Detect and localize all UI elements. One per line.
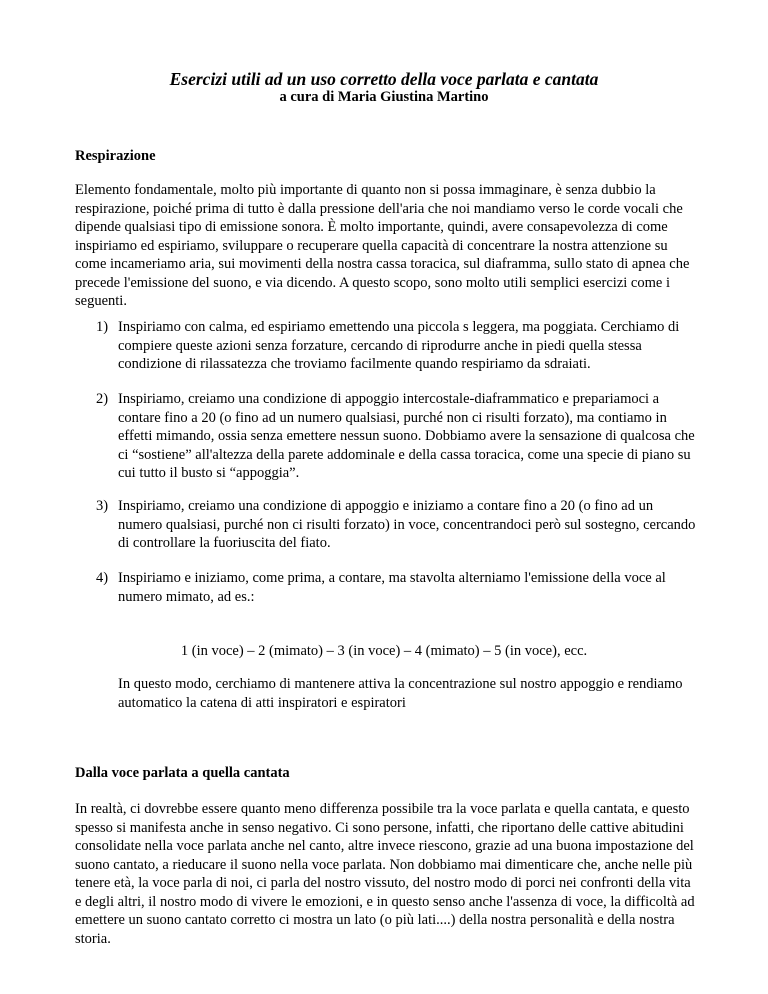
document-title: Esercizi utili ad un uso corretto della voce parlata e cantata [169,69,599,89]
document-subtitle: a cura di Maria Giustina Martino [279,89,489,105]
section-heading-voce-parlata-cantata: Dalla voce parlata a quella cantata [75,765,290,781]
list-item-3 [96,497,696,553]
list-item-text: Inspiriamo, creiamo una condizione di appoggio e iniziamo a contare fino a 20 (o fino ad un numero qualsiasi, purché non ci risulti forzato) in voce, concentrandoci però sul sostegno, cercando di controllare la fuoriuscita del fiato. [118,498,696,551]
list-item-number: 2) [96,391,109,407]
list-item-number: 4) [96,570,109,586]
list-item-text: Inspiriamo con calma, ed espiriamo emettendo una piccola s leggera, ma poggiata. Cerchiamo di compiere queste azioni senza forzature, cercando di riprodurre anche in piedi quella stessa condizione di rilassatezza che troviamo facilmente quando respiriamo da sdraiati. [118,319,680,372]
counting-example: 1 (in voce) – 2 (mimato) – 3 (in voce) – 4 (mimato) – 5 (in voce), ecc. [180,643,588,659]
list-item-2 [96,390,696,483]
list-item-number: 1) [96,319,109,335]
section-heading-respirazione: Respirazione [75,148,156,164]
list-item-4-note: In questo modo, cerchiamo di mantenere attiva la concentrazione sul nostro appoggio e rendiamo automatico la catena di atti inspiratori e espiratori [118,676,683,711]
list-item-number: 3) [96,498,109,514]
list-item-4 [96,569,696,606]
list-item-text: Inspiriamo e iniziamo, come prima, a contare, ma stavolta alterniamo l'emissione della voce al numero mimato, ad es.: [118,570,666,605]
list-item-text: Inspiriamo, creiamo una condizione di appoggio intercostale-diaframmatico e prepariamoci a contare fino a 20 (o fino ad un numero qualsiasi, purché non ci risulti forzato), ma contiamo in effetti mimando, ossia senza emettere nessun suono. Dobbiamo avere la sensazione di qualcosa che ci “sostiene” all'altezza della parete addominale e della cassa toracica, come una specie di piano su cui tutto il busto si “appoggia”. [118,391,695,481]
list-item-1 [96,318,696,374]
voce-parlata-cantata-paragraph: In realtà, ci dovrebbe essere quanto meno differenza possibile tra la voce parlata e quella cantata, e questo spesso si manifesta anche in senso negativo. Ci sono persone, infatti, che riportano delle cattive abitudini consolidate nella voce parlata anche nel canto, altre invece riescono, grazie ad una buona impostazione del suono cantato, a rieducare il suono nella voce parlata. Non dobbiamo mai dimenticare che, anche nelle più tenere età, la voce parla di noi, ci parla del nostro vissuto, del nostro modo di porci nei confronti della vita e degli altri, il nostro modo di vivere le emozioni, e in questo senso anche l'assenza di voce, la difficoltà ad emettere un suono cantato corretto ci mostra un lato (o più lati....) della nostra personalità e della nostra storia. [75,801,695,947]
respirazione-intro-paragraph: Elemento fondamentale, molto più importante di quanto non si possa immaginare, è senza dubbio la respirazione, poiché prima di tutto è dalla pressione dell'aria che noi mandiamo verso le corde vocali che dipende qualsiasi tipo di emissione sonora. È molto importante, quindi, avere consapevolezza di come inspiriamo ed espiriamo, sviluppare o recuperare quella capacità di concentrare la nostra attenzione su come incameriamo aria, sui movimenti della nostra cassa toracica, sul diaframma, sullo stato di apnea che precede l'emissione del suono, e via dicendo. A questo scopo, sono molto utili semplici esercizi come i seguenti. [75,182,690,309]
